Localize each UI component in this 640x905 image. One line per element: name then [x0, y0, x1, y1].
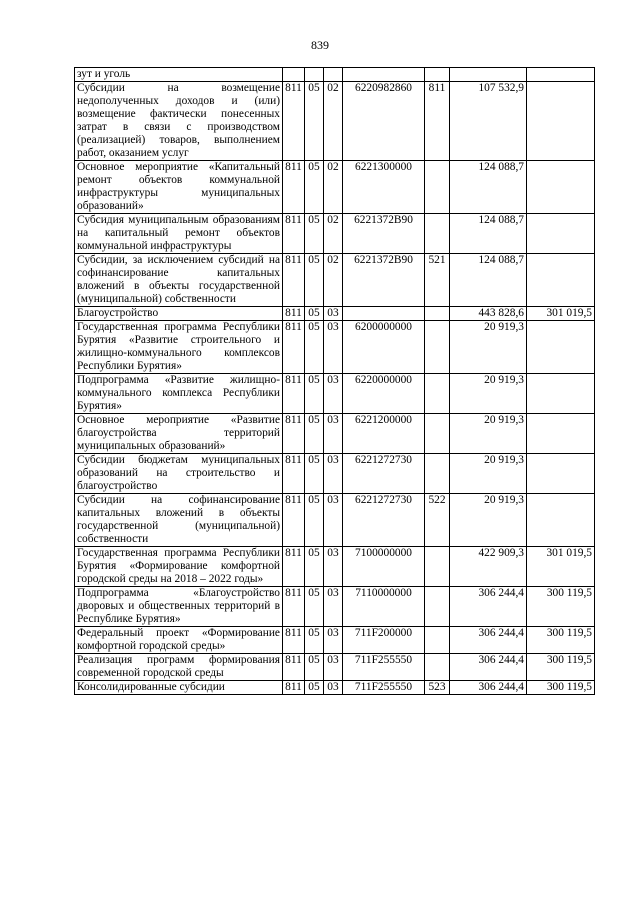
- target-article-code: [343, 68, 425, 82]
- target-article-code: 711F200000: [343, 627, 425, 654]
- expense-type-code: [425, 307, 450, 321]
- ved-code: 811: [283, 307, 305, 321]
- section-code: 05: [305, 374, 324, 414]
- amount-2022: 300 119,5: [527, 654, 595, 681]
- row-name: Государственная программа Республики Бурятия «Формирование комфортной городской среды на 2018 – 2022 годы»: [75, 547, 283, 587]
- subsection-code: [324, 68, 343, 82]
- section-code: 05: [305, 214, 324, 254]
- expense-type-code: [425, 161, 450, 214]
- table-row: [75, 654, 595, 681]
- expense-type-code: 521: [425, 254, 450, 307]
- target-article-code: 6200000000: [343, 321, 425, 374]
- table-row: [75, 494, 595, 547]
- target-article-code: 6221300000: [343, 161, 425, 214]
- budget-table: [74, 67, 595, 695]
- subsection-code: 03: [324, 307, 343, 321]
- section-code: 05: [305, 587, 324, 627]
- row-name: Федеральный проект «Формирование комфортной городской среды»: [75, 627, 283, 654]
- section-code: 05: [305, 307, 324, 321]
- amount-2021: 124 088,7: [450, 214, 527, 254]
- amount-2022: [527, 68, 595, 82]
- section-code: [305, 68, 324, 82]
- row-name: Консолидированные субсидии: [75, 681, 283, 695]
- row-name: Субсидии на возмещение недополученных доходов и (или) возмещение фактически понесенных затрат в связи с производством (реализацией) товаров, выполнением работ, оказанием услуг: [75, 82, 283, 161]
- expense-type-code: [425, 654, 450, 681]
- row-name: Основное мероприятие «Развитие благоустройства территорий муниципальных образований»: [75, 414, 283, 454]
- section-code: 05: [305, 161, 324, 214]
- subsection-code: 02: [324, 214, 343, 254]
- target-article-code: 6221372В90: [343, 214, 425, 254]
- subsection-code: 03: [324, 547, 343, 587]
- table-row: [75, 68, 595, 82]
- amount-2022: 300 119,5: [527, 587, 595, 627]
- row-name: Благоустройство: [75, 307, 283, 321]
- amount-2021: 20 919,3: [450, 414, 527, 454]
- row-name: Подпрограмма «Благоустройство дворовых и общественных территорий в Республике Бурятия»: [75, 587, 283, 627]
- table-row: [75, 627, 595, 654]
- ved-code: 811: [283, 254, 305, 307]
- section-code: 05: [305, 454, 324, 494]
- subsection-code: 03: [324, 587, 343, 627]
- amount-2022: [527, 454, 595, 494]
- amount-2021: [450, 68, 527, 82]
- section-code: 05: [305, 654, 324, 681]
- row-name: Реализация программ формирования современной городской среды: [75, 654, 283, 681]
- amount-2021: 20 919,3: [450, 374, 527, 414]
- amount-2021: 20 919,3: [450, 454, 527, 494]
- amount-2022: 301 019,5: [527, 547, 595, 587]
- target-article-code: 6220000000: [343, 374, 425, 414]
- expense-type-code: [425, 454, 450, 494]
- section-code: 05: [305, 321, 324, 374]
- ved-code: 811: [283, 414, 305, 454]
- ved-code: 811: [283, 681, 305, 695]
- table-row: [75, 454, 595, 494]
- ved-code: 811: [283, 321, 305, 374]
- subsection-code: 03: [324, 454, 343, 494]
- target-article-code: 7110000000: [343, 587, 425, 627]
- expense-type-code: 811: [425, 82, 450, 161]
- subsection-code: 02: [324, 161, 343, 214]
- amount-2021: 306 244,4: [450, 681, 527, 695]
- amount-2021: 20 919,3: [450, 321, 527, 374]
- amount-2022: [527, 321, 595, 374]
- section-code: 05: [305, 494, 324, 547]
- amount-2022: [527, 414, 595, 454]
- target-article-code: 6220982860: [343, 82, 425, 161]
- section-code: 05: [305, 627, 324, 654]
- row-name: Субсидия муниципальным образованиям на капитальный ремонт объектов коммунальной инфраструктуры: [75, 214, 283, 254]
- row-name: Подпрограмма «Развитие жилищно-коммунального комплекса Республики Бурятия»: [75, 374, 283, 414]
- subsection-code: 02: [324, 254, 343, 307]
- target-article-code: 711F255550: [343, 654, 425, 681]
- row-name: Субсидии бюджетам муниципальных образований на строительство и благоустройство: [75, 454, 283, 494]
- row-name: Субсидии на софинансирование капитальных вложений в объекты государственной (муниципальной) собственности: [75, 494, 283, 547]
- table-row: [75, 82, 595, 161]
- subsection-code: 03: [324, 627, 343, 654]
- row-name: Государственная программа Республики Бурятия «Развитие строительного и жилищно-коммунального комплексов Республики Бурятия»: [75, 321, 283, 374]
- table-row: [75, 254, 595, 307]
- table-row: [75, 547, 595, 587]
- amount-2021: 124 088,7: [450, 254, 527, 307]
- subsection-code: 02: [324, 82, 343, 161]
- target-article-code: 711F255550: [343, 681, 425, 695]
- expense-type-code: [425, 374, 450, 414]
- subsection-code: 03: [324, 494, 343, 547]
- amount-2022: [527, 254, 595, 307]
- section-code: 05: [305, 547, 324, 587]
- page-number: 839: [311, 38, 329, 52]
- row-name: Основное мероприятие «Капитальный ремонт объектов коммунальной инфраструктуры муниципальных образований»: [75, 161, 283, 214]
- ved-code: 811: [283, 587, 305, 627]
- ved-code: 811: [283, 627, 305, 654]
- amount-2021: 306 244,4: [450, 654, 527, 681]
- section-code: 05: [305, 82, 324, 161]
- target-article-code: 6221272730: [343, 454, 425, 494]
- expense-type-code: [425, 587, 450, 627]
- section-code: 05: [305, 414, 324, 454]
- table-row: [75, 681, 595, 695]
- table-row: [75, 161, 595, 214]
- section-code: 05: [305, 681, 324, 695]
- target-article-code: 7100000000: [343, 547, 425, 587]
- subsection-code: 03: [324, 414, 343, 454]
- amount-2021: 124 088,7: [450, 161, 527, 214]
- amount-2022: [527, 214, 595, 254]
- ved-code: 811: [283, 547, 305, 587]
- subsection-code: 03: [324, 321, 343, 374]
- ved-code: 811: [283, 654, 305, 681]
- ved-code: 811: [283, 82, 305, 161]
- target-article-code: 6221200000: [343, 414, 425, 454]
- expense-type-code: [425, 547, 450, 587]
- subsection-code: 03: [324, 374, 343, 414]
- amount-2021: 107 532,9: [450, 82, 527, 161]
- subsection-code: 03: [324, 681, 343, 695]
- expense-type-code: [425, 68, 450, 82]
- ved-code: 811: [283, 214, 305, 254]
- expense-type-code: [425, 627, 450, 654]
- amount-2021: 306 244,4: [450, 627, 527, 654]
- amount-2022: [527, 374, 595, 414]
- amount-2022: 301 019,5: [527, 307, 595, 321]
- amount-2021: 422 909,3: [450, 547, 527, 587]
- expense-type-code: [425, 214, 450, 254]
- expense-type-code: 522: [425, 494, 450, 547]
- expense-type-code: [425, 321, 450, 374]
- row-name: Субсидии, за исключением субсидий на софинансирование капитальных вложений в объекты государственной (муниципальной) собственности: [75, 254, 283, 307]
- section-code: 05: [305, 254, 324, 307]
- target-article-code: 6221372В90: [343, 254, 425, 307]
- ved-code: 811: [283, 374, 305, 414]
- amount-2022: [527, 494, 595, 547]
- ved-code: 811: [283, 454, 305, 494]
- amount-2022: [527, 82, 595, 161]
- amount-2021: 306 244,4: [450, 587, 527, 627]
- amount-2021: 20 919,3: [450, 494, 527, 547]
- expense-type-code: [425, 414, 450, 454]
- table-row: [75, 374, 595, 414]
- subsection-code: 03: [324, 654, 343, 681]
- ved-code: [283, 68, 305, 82]
- ved-code: 811: [283, 161, 305, 214]
- amount-2021: 443 828,6: [450, 307, 527, 321]
- table-row: [75, 587, 595, 627]
- target-article-code: [343, 307, 425, 321]
- table-row: [75, 307, 595, 321]
- amount-2022: 300 119,5: [527, 681, 595, 695]
- table-row: [75, 414, 595, 454]
- ved-code: 811: [283, 494, 305, 547]
- table-row: [75, 214, 595, 254]
- row-name: зут и уголь: [75, 68, 283, 82]
- target-article-code: 6221272730: [343, 494, 425, 547]
- amount-2022: [527, 161, 595, 214]
- amount-2022: 300 119,5: [527, 627, 595, 654]
- table-row: [75, 321, 595, 374]
- expense-type-code: 523: [425, 681, 450, 695]
